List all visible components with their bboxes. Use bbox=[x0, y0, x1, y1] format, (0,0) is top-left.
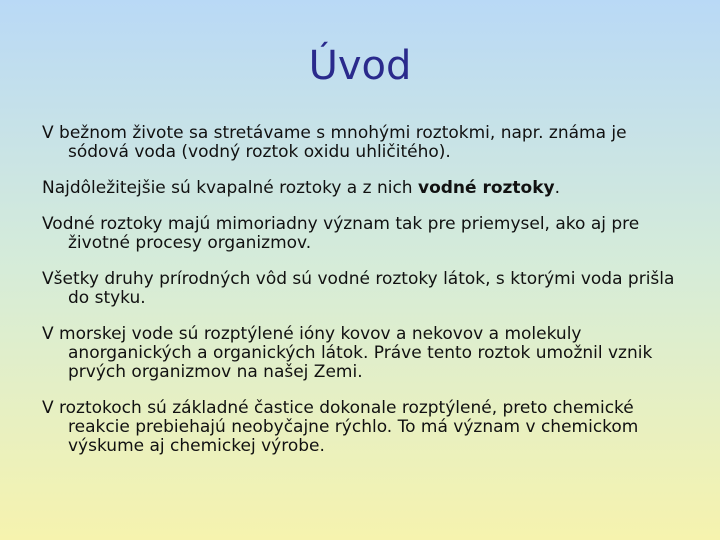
slide-body bbox=[42, 124, 682, 473]
paragraph-4: Všetky druhy prírodných vôd sú vodné roztoky látok, s ktorými voda prišla do styku. bbox=[42, 269, 675, 308]
paragraph-2-end: . bbox=[554, 178, 561, 198]
paragraph-1: V bežnom živote sa stretávame s mnohými roztokmi, napr. známa je sódová voda (vodný roztok oxidu uhličitého). bbox=[42, 123, 627, 162]
paragraph-2-bold: vodné roztoky bbox=[417, 178, 555, 198]
slide-title: Úvod bbox=[308, 43, 412, 89]
paragraph-2-text: Najdôležitejšie sú kvapalné roztoky a z nich bbox=[42, 178, 418, 198]
paragraph-5: V morskej vode sú rozptýlené ióny kovov a nekovov a molekuly anorganických a organických látok. Práve tento roztok umožnil vznik prvých organizmov na našej Zemi. bbox=[42, 324, 653, 382]
paragraph-3: Vodné roztoky majú mimoriadny význam tak pre priemysel, ako aj pre životné procesy organizmov. bbox=[42, 214, 640, 253]
paragraph-2 bbox=[42, 179, 682, 198]
paragraph-6: V roztokoch sú základné častice dokonale rozptýlené, preto chemické reakcie prebiehajú neobyčajne rýchlo. To má význam v chemickom výskume aj chemickej výrobe. bbox=[42, 398, 639, 456]
